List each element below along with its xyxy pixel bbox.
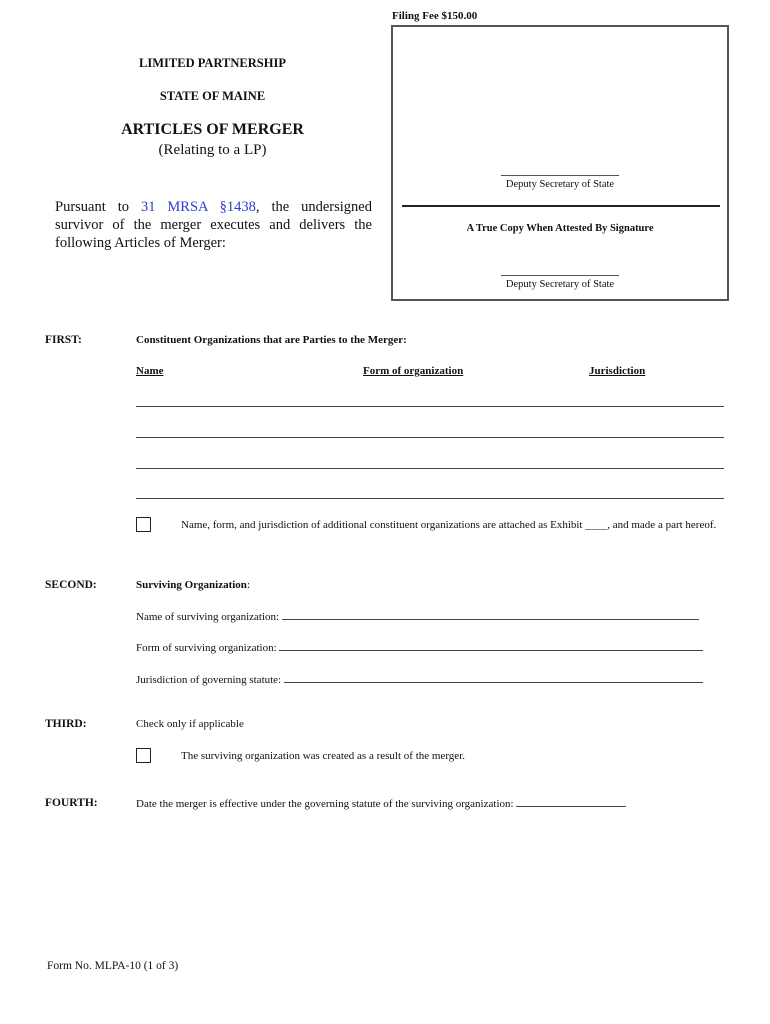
- section-first-label: FIRST:: [45, 334, 82, 346]
- column-name: Name: [136, 365, 164, 377]
- constituent-orgs-heading: Constituent Organizations that are Parties to the Merger:: [136, 334, 407, 346]
- surviving-name-row: [136, 610, 699, 623]
- header-limited-partnership: LIMITED PARTNERSHIP: [139, 56, 286, 70]
- surviving-org-heading-text: Surviving Organization: [136, 579, 247, 591]
- page-subtitle: (Relating to a LP): [158, 142, 267, 158]
- header-state: STATE OF MAINE: [159, 89, 266, 103]
- jurisdiction-label: Jurisdiction of governing statute:: [136, 674, 282, 686]
- surviving-name-field[interactable]: [282, 610, 699, 620]
- exhibit-checkbox[interactable]: [136, 517, 151, 532]
- created-by-merger-checkbox[interactable]: [136, 748, 151, 763]
- constituent-row-3[interactable]: [136, 468, 724, 469]
- jurisdiction-row: [136, 673, 703, 686]
- intro-text-before: Pursuant to: [55, 199, 141, 215]
- surviving-form-field[interactable]: [279, 641, 703, 651]
- form-number: Form No. MLPA-10 (1 of 3): [47, 960, 179, 972]
- page-title: ARTICLES OF MERGER: [121, 121, 304, 138]
- filing-fee: Filing Fee $150.00: [392, 10, 478, 22]
- surviving-form-row: [136, 641, 703, 654]
- signature-line-1: [501, 175, 619, 176]
- section-third-label: THIRD:: [45, 718, 87, 730]
- effective-date-row: [136, 797, 626, 810]
- deputy-secretary-label-2: Deputy Secretary of State: [505, 279, 615, 290]
- true-copy-label: A True Copy When Attested By Signature: [466, 223, 654, 234]
- jurisdiction-field[interactable]: [284, 673, 703, 683]
- column-jurisdiction: Jurisdiction: [589, 365, 646, 377]
- statute-link[interactable]: 31 MRSA §1438: [140, 199, 256, 215]
- effective-date-label: Date the merger is effective under the governing statute of the surviving organization:: [136, 798, 514, 810]
- section-second-label: SECOND:: [45, 579, 97, 591]
- deputy-secretary-label-1: Deputy Secretary of State: [505, 179, 615, 190]
- filing-stamp-box: [391, 25, 729, 301]
- section-fourth-label: FOURTH:: [45, 797, 98, 809]
- column-form: Form of organization: [363, 365, 464, 377]
- exhibit-text: Name, form, and jurisdiction of additional constituent organizations are attached as Exhibit ____, and made a part hereof.: [181, 519, 717, 531]
- surviving-form-label: Form of surviving organization:: [136, 642, 277, 654]
- intro-paragraph: [55, 198, 372, 252]
- constituent-row-4[interactable]: [136, 498, 724, 499]
- effective-date-field[interactable]: [516, 797, 626, 807]
- surviving-org-heading-colon: :: [246, 579, 250, 591]
- constituent-row-1[interactable]: [136, 406, 724, 407]
- constituent-row-2[interactable]: [136, 437, 724, 438]
- surviving-org-heading: [136, 579, 250, 591]
- signature-line-2: [501, 275, 619, 276]
- intro-text-after: , the undersigned survivor of the merger executes and delivers the following Articles of Merger:: [55, 199, 372, 251]
- third-instruction: Check only if applicable: [136, 718, 244, 730]
- stamp-divider: [402, 205, 720, 207]
- surviving-name-label: Name of surviving organization:: [136, 611, 280, 623]
- created-by-merger-text: The surviving organization was created as a result of the merger.: [181, 750, 465, 762]
